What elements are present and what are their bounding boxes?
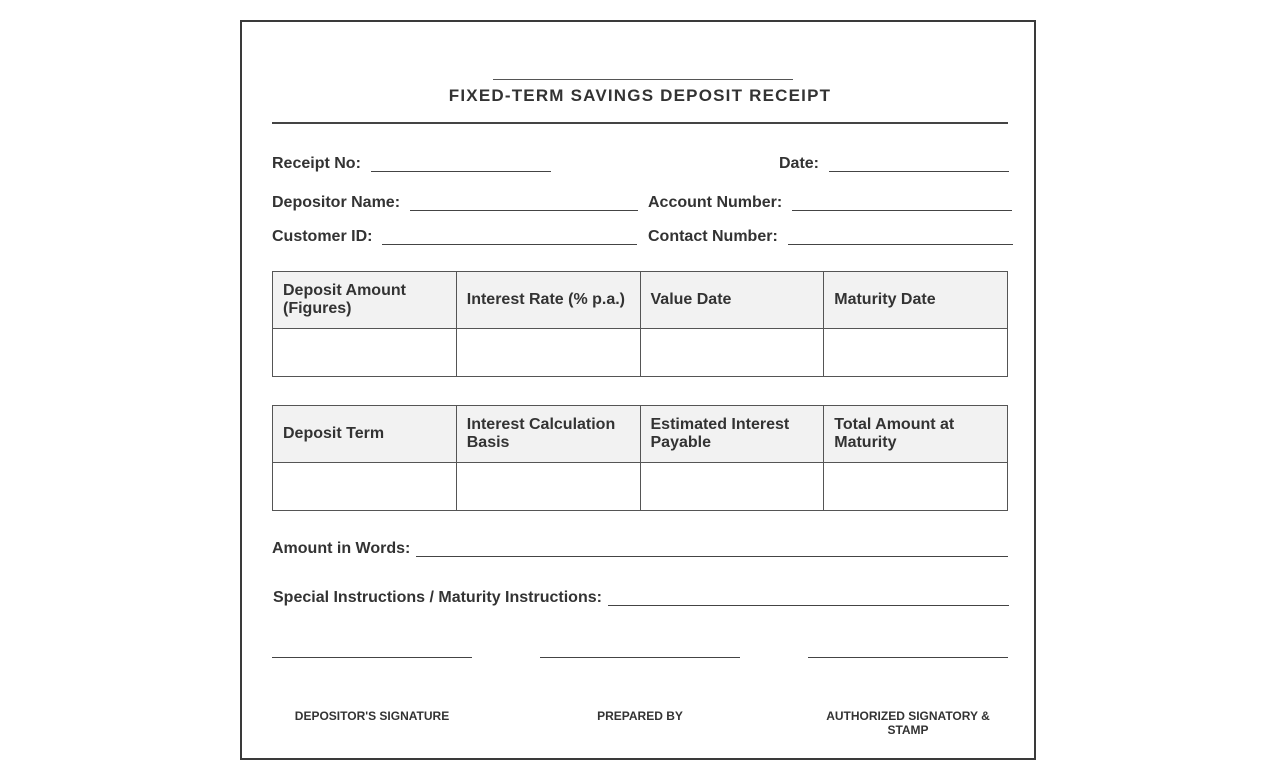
amount-in-words-input-line[interactable] [416,556,1008,557]
title-divider [272,122,1008,124]
prepared-by-line[interactable] [540,657,740,658]
table-header-row [273,406,1008,463]
authorized-signatory-block [808,657,1008,737]
account-number-field [648,194,1012,212]
value-date-header: Value Date [640,272,824,329]
table-row [273,463,1008,511]
depositor-signature-label: DEPOSITOR'S SIGNATURE [294,709,450,723]
contact-number-label: Contact Number: [648,228,778,245]
date-input-line[interactable] [829,171,1009,172]
date-field [779,155,1009,173]
deposit-amount-header: Deposit Amount (Figures) [273,272,457,329]
account-number-input-line[interactable] [792,210,1012,211]
contact-number-input-line[interactable] [788,244,1013,245]
header-blank-line [493,79,793,80]
interest-basis-header: Interest Calculation Basis [456,406,640,463]
depositor-signature-line[interactable] [272,657,472,658]
deposit-receipt-form [240,20,1036,760]
amount-in-words-field [272,540,1008,558]
receipt-no-input-line[interactable] [371,171,551,172]
estimated-interest-header: Estimated Interest Payable [640,406,824,463]
account-number-label: Account Number: [648,194,783,211]
depositor-signature-block [272,657,472,723]
special-instructions-input-line[interactable] [608,605,1009,606]
customer-id-label: Customer ID: [272,228,373,245]
table-row [273,329,1008,377]
interest-basis-cell[interactable] [456,463,640,511]
value-date-cell[interactable] [640,329,824,377]
table-header-row [273,272,1008,329]
total-amount-cell[interactable] [824,463,1008,511]
customer-id-field [272,228,637,246]
total-amount-header: Total Amount at Maturity [824,406,1008,463]
depositor-name-input-line[interactable] [410,210,638,211]
special-instructions-label: Special Instructions / Maturity Instructions: [273,589,602,606]
deposit-term-header: Deposit Term [273,406,457,463]
interest-rate-header: Interest Rate (% p.a.) [456,272,640,329]
special-instructions-field [273,589,1009,607]
date-label: Date: [779,155,820,172]
prepared-by-block [540,657,740,723]
estimated-interest-cell[interactable] [640,463,824,511]
authorized-signatory-line[interactable] [808,657,1008,658]
maturity-date-cell[interactable] [824,329,1008,377]
form-title: FIXED-TERM SAVINGS DEPOSIT RECEIPT [448,86,832,105]
contact-number-field [648,228,1013,246]
deposit-term-cell[interactable] [273,463,457,511]
deposit-details-table [272,271,1008,377]
depositor-name-field [272,194,638,212]
authorized-signatory-label: AUTHORIZED SIGNATORY & STAMP [826,709,990,737]
interest-rate-cell[interactable] [456,329,640,377]
receipt-no-field [272,155,551,173]
prepared-by-label: PREPARED BY [597,709,683,723]
amount-in-words-label: Amount in Words: [272,540,411,557]
depositor-name-label: Depositor Name: [272,194,401,211]
deposit-amount-cell[interactable] [273,329,457,377]
receipt-no-label: Receipt No: [272,155,361,172]
interest-details-table [272,405,1008,511]
maturity-date-header: Maturity Date [824,272,1008,329]
customer-id-input-line[interactable] [382,244,637,245]
